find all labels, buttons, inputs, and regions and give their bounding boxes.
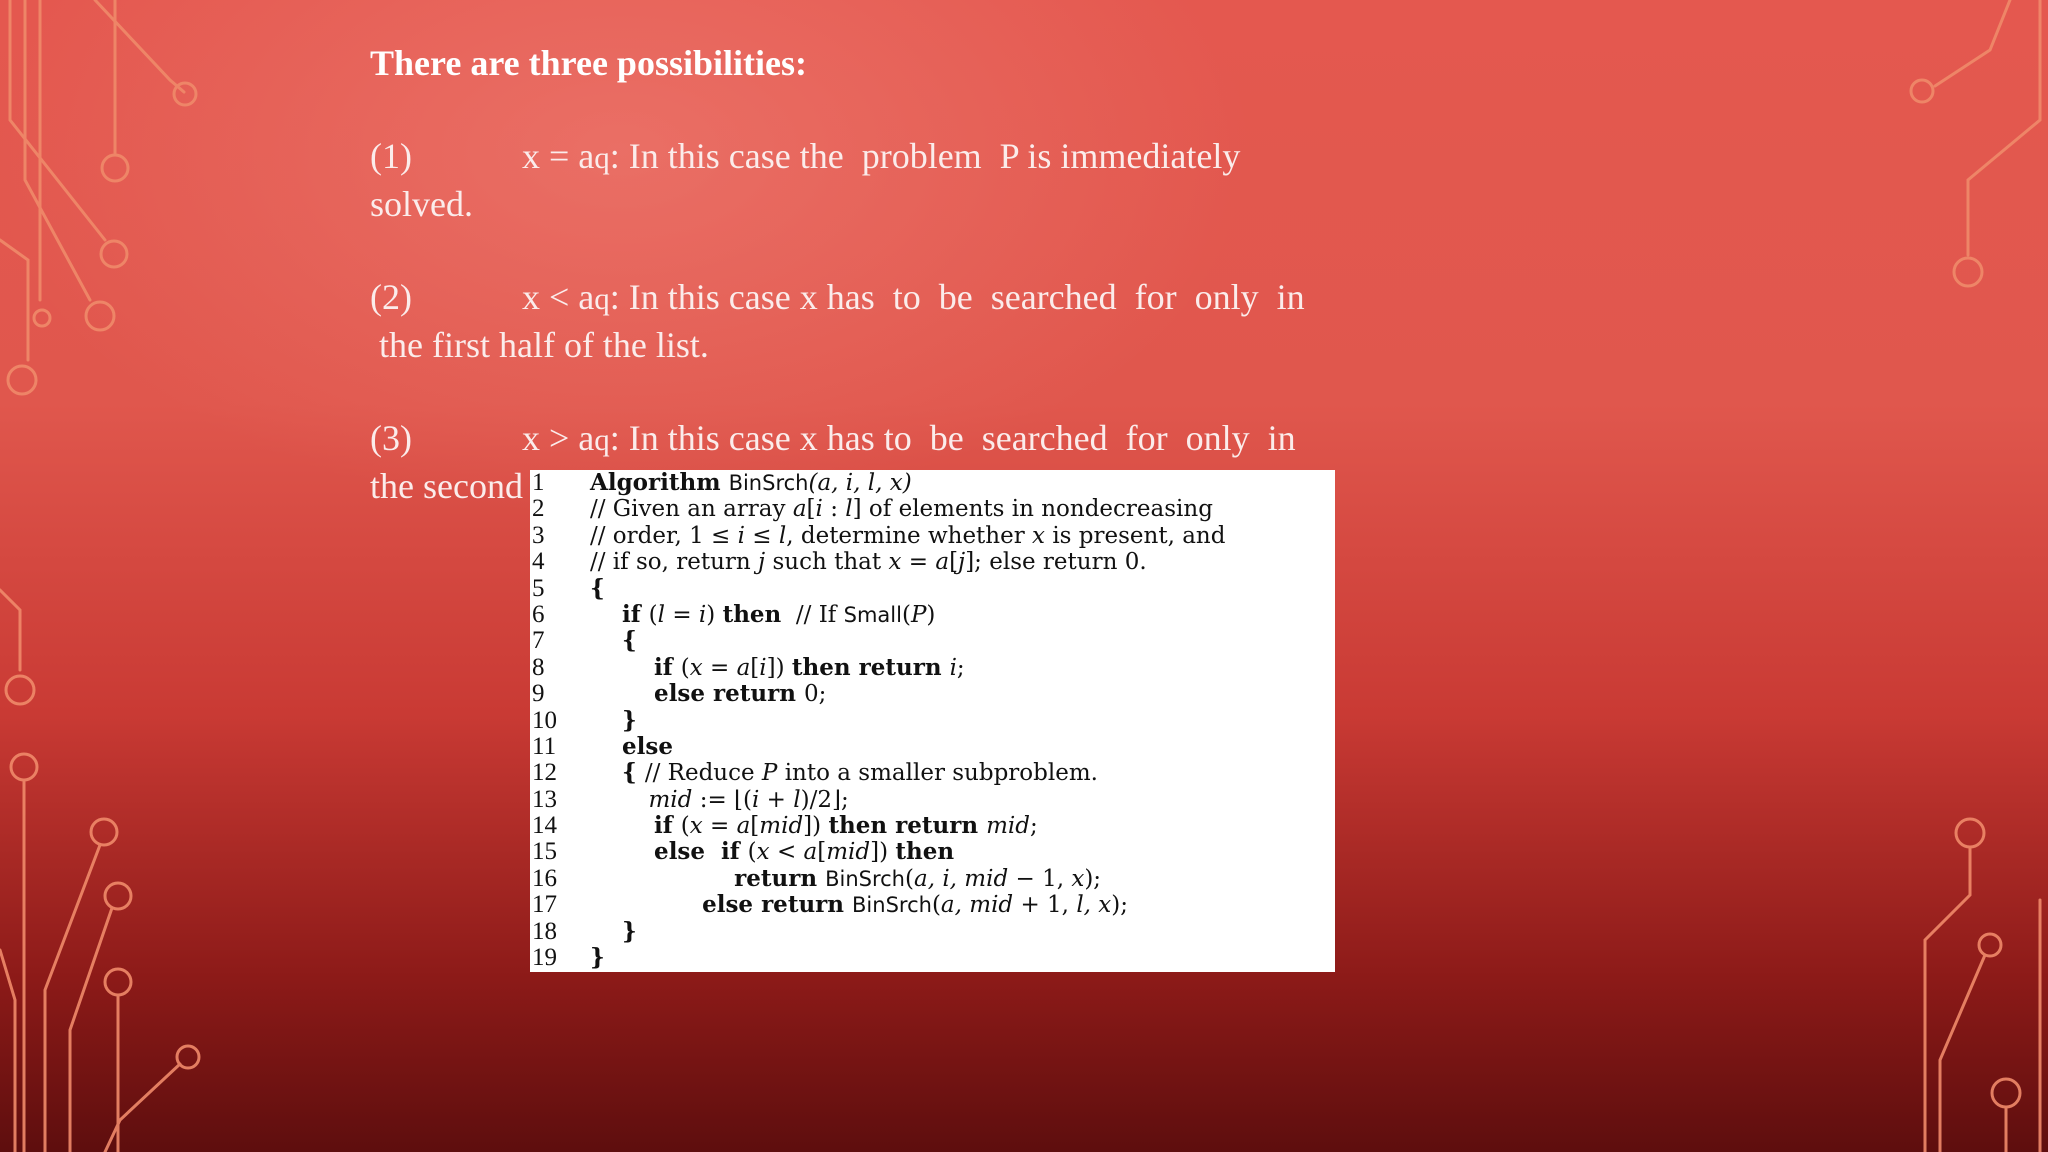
- possibility-2: [370, 274, 1390, 368]
- code-text: [590, 866, 1101, 892]
- code-line: [530, 576, 1335, 602]
- code-token: BinSrch: [728, 471, 809, 495]
- code-token: i: [759, 654, 767, 681]
- possibility-number: (3): [370, 418, 412, 458]
- possibility-text: : In this case the problem P is immediately: [609, 136, 1241, 176]
- code-token: );: [1111, 892, 1128, 919]
- code-line: [530, 523, 1335, 549]
- code-text: [590, 734, 673, 760]
- code-token: // If: [781, 601, 844, 628]
- code-token: mid: [986, 813, 1030, 840]
- possibility-1: [370, 133, 1390, 227]
- code-text: [590, 470, 912, 496]
- code-token: i: [949, 654, 957, 681]
- code-token: ): [706, 601, 723, 628]
- code-token: P: [910, 601, 927, 628]
- code-token: is present, and: [1045, 522, 1226, 549]
- line-number: 2: [532, 495, 545, 523]
- code-text: [590, 839, 954, 865]
- code-line: [530, 839, 1335, 865]
- code-token: }: [590, 944, 605, 972]
- code-token: i: [737, 522, 745, 549]
- code-line: [530, 549, 1335, 575]
- possibility-subscript: q: [594, 422, 610, 457]
- code-token: x: [689, 654, 703, 681]
- code-token: j: [758, 549, 766, 576]
- code-token: a, mid: [940, 892, 1014, 919]
- code-token: Algorithm: [590, 470, 729, 496]
- code-line: [530, 945, 1335, 971]
- code-token: ;: [956, 654, 965, 681]
- line-number: 7: [532, 627, 545, 655]
- code-text: [590, 760, 1098, 786]
- code-token: (: [931, 892, 941, 919]
- code-token: =: [901, 549, 936, 576]
- code-token: (: [747, 839, 757, 866]
- code-token: then return: [791, 653, 950, 681]
- line-number: 6: [532, 600, 545, 628]
- slide-title: There are three possibilities:: [370, 43, 807, 83]
- code-token: mid: [759, 813, 804, 840]
- code-token: BinSrch: [852, 893, 932, 918]
- code-token: x: [1032, 522, 1046, 549]
- code-token: mid: [826, 839, 871, 866]
- code-text: [590, 523, 1225, 549]
- code-token: x: [1071, 865, 1085, 892]
- line-number: 11: [532, 732, 557, 760]
- possibility-continuation: the first half of the list.: [370, 325, 709, 365]
- code-token: );: [1084, 865, 1102, 892]
- line-number: 18: [532, 917, 557, 945]
- code-token: (: [680, 654, 690, 681]
- code-token: // if so, return: [590, 549, 759, 576]
- code-token: {: [590, 574, 605, 602]
- code-token: then return: [828, 812, 987, 840]
- code-token: =: [702, 654, 737, 681]
- code-line: [530, 496, 1335, 522]
- code-text: [590, 602, 935, 628]
- line-number: 9: [532, 680, 545, 708]
- code-line: [530, 866, 1335, 892]
- code-text: [590, 919, 637, 945]
- code-token: // Given an array: [590, 496, 793, 523]
- line-number: 5: [532, 574, 545, 602]
- code-line: [530, 708, 1335, 734]
- code-token: else: [590, 732, 673, 760]
- code-token: then: [722, 600, 782, 628]
- line-number: 14: [532, 812, 557, 840]
- code-token: }: [590, 917, 637, 945]
- code-token: i: [751, 786, 760, 813]
- line-number: 16: [532, 864, 557, 892]
- possibility-continuation: solved.: [370, 184, 473, 224]
- code-token: [: [750, 813, 760, 840]
- code-token: (: [905, 865, 914, 892]
- possibility-subscript: q: [594, 140, 610, 175]
- code-text: [590, 655, 965, 681]
- code-text: [590, 549, 1147, 575]
- code-token: [: [806, 496, 816, 523]
- code-line: [530, 681, 1335, 707]
- line-number: 13: [532, 785, 557, 813]
- code-token: if: [590, 812, 681, 840]
- code-token: else return: [590, 680, 804, 708]
- code-token: else return: [590, 891, 853, 919]
- code-token: [: [817, 839, 827, 866]
- code-token: ): [926, 601, 936, 628]
- possibility-text: : In this case x has to be searched for only in: [609, 277, 1305, 317]
- code-line: [530, 813, 1335, 839]
- line-number: 3: [532, 521, 545, 549]
- code-token: (a, i, l, x): [808, 470, 912, 496]
- line-number: 10: [532, 706, 557, 734]
- code-text: [590, 496, 1213, 522]
- possibility-condition: x = a: [522, 136, 595, 176]
- code-token: ;: [1029, 813, 1038, 840]
- possibility-subscript: q: [594, 281, 610, 316]
- code-token: P: [761, 760, 778, 787]
- code-token: a: [935, 549, 950, 576]
- line-number: 15: [532, 838, 557, 866]
- code-token: j: [958, 549, 966, 576]
- code-line: [530, 655, 1335, 681]
- code-token: return: [590, 864, 826, 892]
- code-token: =: [702, 813, 737, 840]
- code-token: x: [756, 839, 770, 866]
- code-token: i: [698, 601, 707, 628]
- line-number: 19: [532, 944, 557, 972]
- code-token: else if: [590, 838, 748, 866]
- code-token: // Reduce: [644, 760, 762, 787]
- code-token: := ⌊(: [692, 786, 752, 813]
- code-token: [: [949, 549, 959, 576]
- possibility-condition: x > a: [522, 418, 595, 458]
- code-token: then: [895, 838, 955, 866]
- code-token: x: [689, 813, 703, 840]
- code-token: =: [665, 601, 699, 628]
- code-text: [590, 576, 605, 602]
- possibility-condition: x < a: [522, 277, 595, 317]
- code-token: BinSrch: [825, 866, 905, 891]
- code-line: [530, 470, 1335, 496]
- code-token: into a smaller subproblem.: [777, 760, 1098, 787]
- code-token: mid: [590, 786, 693, 813]
- code-token: ]): [870, 839, 896, 866]
- code-text: [590, 813, 1038, 839]
- code-line: [530, 892, 1335, 918]
- line-number: 8: [532, 653, 545, 681]
- possibility-text: : In this case x has to be searched for only in: [609, 418, 1296, 458]
- code-token: // order, 1 ≤: [590, 522, 738, 549]
- code-token: ]): [803, 813, 829, 840]
- code-token: , determine whether: [786, 522, 1033, 549]
- code-text: [590, 628, 637, 654]
- code-text: [590, 681, 826, 707]
- code-line: [530, 734, 1335, 760]
- code-line: [530, 760, 1335, 786]
- code-token: l: [793, 786, 801, 813]
- code-line: [530, 919, 1335, 945]
- code-token: ]): [766, 654, 792, 681]
- code-token: ≤: [744, 522, 779, 549]
- code-text: [590, 787, 849, 813]
- line-number: 1: [532, 470, 545, 496]
- code-token: a: [803, 839, 818, 866]
- code-token: [: [750, 654, 760, 681]
- code-token: {: [590, 627, 637, 655]
- possibility-number: (2): [370, 277, 412, 317]
- line-number: 17: [532, 891, 557, 919]
- code-token: x: [888, 549, 902, 576]
- possibility-continuation: the second: [370, 466, 523, 506]
- code-token: 0;: [803, 681, 827, 708]
- code-line: [530, 628, 1335, 654]
- code-token: +: [759, 786, 794, 813]
- code-token: such that: [765, 549, 889, 576]
- code-line: [530, 602, 1335, 628]
- possibility-number: (1): [370, 136, 412, 176]
- code-line: [530, 787, 1335, 813]
- code-token: l: [845, 496, 853, 523]
- code-token: }: [590, 706, 637, 734]
- code-token: a: [792, 496, 807, 523]
- code-token: a, i, mid: [913, 865, 1009, 892]
- code-token: + 1,: [1013, 892, 1077, 919]
- code-token: l: [657, 601, 666, 628]
- code-token: Small: [843, 602, 902, 627]
- code-token: )/2⌋;: [800, 786, 849, 813]
- code-token: − 1,: [1008, 865, 1072, 892]
- code-token: l, x: [1076, 892, 1112, 919]
- code-text: [590, 708, 637, 734]
- code-token: (: [680, 813, 690, 840]
- line-number: 4: [532, 548, 545, 576]
- code-token: <: [769, 839, 804, 866]
- code-token: (: [901, 601, 911, 628]
- code-token: i: [815, 496, 823, 523]
- code-text: [590, 892, 1128, 918]
- code-token: ] of elements in nondecreasing: [852, 496, 1213, 523]
- code-token: l: [778, 522, 787, 549]
- code-token: ]; else return 0.: [965, 549, 1147, 576]
- code-token: a: [736, 813, 751, 840]
- code-token: a: [736, 654, 751, 681]
- line-number: 12: [532, 759, 557, 787]
- code-token: {: [590, 759, 645, 787]
- code-token: if: [590, 653, 681, 681]
- code-token: if: [590, 600, 649, 628]
- code-token: :: [822, 496, 846, 523]
- code-text: [590, 945, 605, 971]
- code-token: (: [648, 601, 658, 628]
- algorithm-image: [530, 470, 1335, 972]
